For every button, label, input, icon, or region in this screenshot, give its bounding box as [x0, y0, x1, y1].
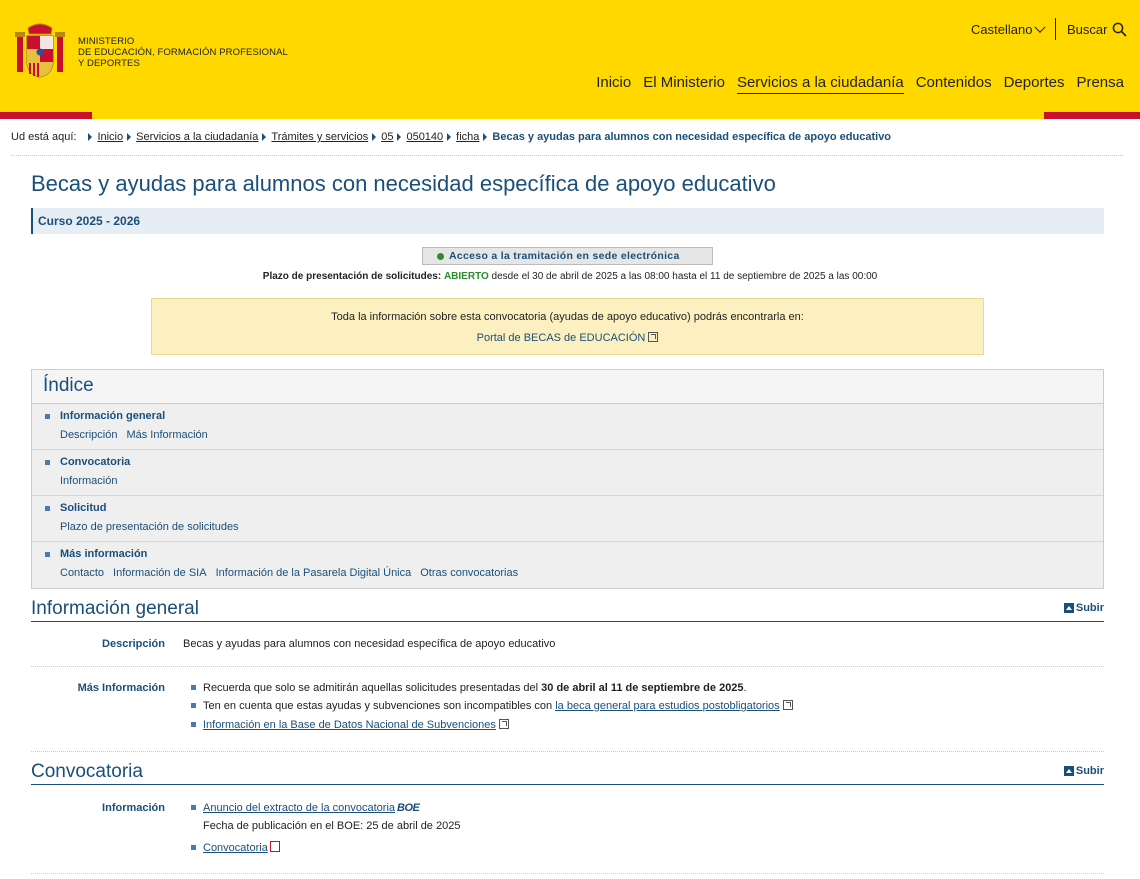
arrow-up-icon — [1064, 603, 1074, 613]
section-convocatoria-header — [31, 761, 1104, 785]
breadcrumb-arrow-icon — [262, 133, 266, 141]
anuncio-link[interactable]: Anuncio del extracto de la convocatoria — [203, 802, 396, 814]
boe-icon: BOE — [397, 802, 420, 814]
breadcrumb-arrow-icon — [447, 133, 451, 141]
pdf-icon — [270, 841, 280, 852]
breadcrumb: Ud está aquí: Inicio Servicios a la ciudadanía Trámites y servicios 05 050140 ficha Becas y ayudas para alumnos con necesidad específica de apoyo educativo — [11, 131, 892, 143]
convocatoria-link[interactable]: Convocatoria — [203, 842, 268, 854]
breadcrumb-link[interactable]: ficha — [456, 131, 480, 143]
list-item — [191, 802, 419, 814]
external-link-icon — [783, 700, 793, 710]
field-label: Más Información — [77, 682, 165, 694]
breadcrumb-arrow-icon — [88, 133, 92, 141]
index-link[interactable]: Información — [60, 475, 118, 487]
arrow-up-icon — [1064, 766, 1074, 776]
bdns-link[interactable]: Información en la Base de Datos Nacional de Subvenciones — [203, 719, 496, 731]
bullet-icon — [191, 845, 196, 850]
nav-el-ministerio[interactable]: El Ministerio — [643, 74, 725, 91]
index-heading[interactable]: Solicitud — [60, 502, 107, 514]
bullet-icon — [191, 805, 196, 810]
main-nav — [596, 74, 1124, 94]
status-dot-icon — [437, 253, 444, 260]
divider — [31, 751, 1104, 752]
list-item — [191, 841, 280, 854]
section-general-header — [31, 598, 1104, 622]
bullet-icon — [45, 506, 50, 511]
index-link[interactable]: Plazo de presentación de solicitudes — [60, 521, 239, 533]
index-section — [32, 404, 1103, 450]
breadcrumb-arrow-icon — [372, 133, 376, 141]
index-heading[interactable]: Convocatoria — [60, 456, 131, 468]
sede-electronica-button[interactable]: Acceso a la tramitación en sede electrónica — [422, 247, 713, 265]
breadcrumb-link[interactable]: 050140 — [406, 131, 444, 143]
ministry-name: MINISTERIO DE EDUCACIÓN, FORMACIÓN PROFESIONAL Y DEPORTES — [78, 35, 288, 69]
index-link[interactable]: Más Información — [126, 429, 208, 441]
breadcrumb-arrow-icon — [127, 133, 131, 141]
bullet-icon — [191, 722, 196, 727]
index-link[interactable]: Información de la Pasarela Digital Única — [215, 567, 412, 579]
section-title: Información general — [31, 598, 199, 619]
breadcrumb-link[interactable]: Inicio — [97, 131, 124, 143]
external-link-icon — [648, 332, 658, 342]
index-link[interactable]: Información de SIA — [113, 567, 207, 579]
nav-deportes[interactable]: Deportes — [1003, 74, 1065, 91]
course-banner: Curso 2025 - 2026 — [31, 208, 1104, 234]
bullet-icon — [45, 414, 50, 419]
language-selector[interactable]: Castellano — [971, 22, 1044, 37]
nav-servicios[interactable]: Servicios a la ciudadanía — [737, 74, 904, 94]
back-to-top-button[interactable]: Subir — [1064, 602, 1104, 614]
nav-inicio[interactable]: Inicio — [596, 74, 632, 91]
bullet-icon — [191, 685, 196, 690]
index-panel — [31, 369, 1104, 589]
field-value: Becas y ayudas para alumnos con necesidad específica de apoyo educativo — [183, 638, 556, 650]
breadcrumb-current: Becas y ayudas para alumnos con necesidad específica de apoyo educativo — [492, 131, 892, 143]
index-section — [32, 542, 1103, 588]
breadcrumb-link[interactable]: Trámites y servicios — [271, 131, 369, 143]
header-divider — [1055, 18, 1056, 40]
nav-prensa[interactable]: Prensa — [1076, 74, 1124, 91]
breadcrumb-arrow-icon — [397, 133, 401, 141]
index-heading[interactable]: Información general — [60, 410, 166, 422]
becas-portal-link[interactable]: Portal de BECAS de EDUCACIÓN — [476, 332, 646, 344]
field-label: Descripción — [102, 638, 165, 650]
bullet-icon — [45, 460, 50, 465]
divider — [31, 666, 1104, 667]
field-label: Información — [102, 802, 165, 814]
list-item: Ten en cuenta que estas ayudas y subvenciones son incompatibles con la beca general para estudios postobligatorios — [191, 700, 793, 712]
section-title: Convocatoria — [31, 761, 143, 782]
application-period: Plazo de presentación de solicitudes: ABIERTO desde el 30 de abril de 2025 a las 08:00 hasta el 11 de septiembre de 2025 a las 00:00 — [262, 271, 878, 282]
index-link[interactable]: Contacto — [60, 567, 105, 579]
divider — [31, 873, 1104, 874]
search-icon — [1112, 22, 1127, 37]
external-link-icon — [499, 719, 509, 729]
nav-contenidos[interactable]: Contenidos — [915, 74, 992, 91]
chevron-down-icon — [1035, 21, 1046, 32]
bullet-icon — [191, 703, 196, 708]
index-section — [32, 450, 1103, 496]
back-to-top-button[interactable]: Subir — [1064, 765, 1104, 777]
list-item — [191, 719, 509, 731]
index-link[interactable]: Descripción — [60, 429, 118, 441]
list-item: Recuerda que solo se admitirán aquellas solicitudes presentadas del 30 de abril al 11 de septiembre de 2025. — [191, 682, 747, 694]
breadcrumb-arrow-icon — [483, 133, 487, 141]
bullet-icon — [45, 552, 50, 557]
info-notice: Toda la información sobre esta convocatoria (ayudas de apoyo educativo) podrás encontrarla en: Portal de BECAS de EDUCACIÓN — [151, 298, 984, 355]
beca-general-link[interactable]: la beca general para estudios postobligatorios — [555, 700, 780, 712]
breadcrumb-link[interactable]: Servicios a la ciudadanía — [136, 131, 259, 143]
ministry-logo[interactable] — [14, 22, 288, 82]
page-title: Becas y ayudas para alumnos con necesidad específica de apoyo educativo — [31, 171, 776, 196]
status-badge: ABIERTO — [443, 271, 489, 282]
index-heading[interactable]: Más información — [60, 548, 148, 560]
index-section — [32, 496, 1103, 542]
index-title: Índice — [32, 370, 1103, 404]
divider — [11, 155, 1123, 156]
header-stripe-left — [0, 112, 92, 119]
coat-of-arms-icon — [14, 22, 66, 82]
search-button[interactable]: Buscar — [1067, 22, 1127, 37]
publication-date: Fecha de publicación en el BOE: 25 de abril de 2025 — [203, 820, 461, 832]
header-stripe-right — [1044, 112, 1140, 119]
index-link[interactable]: Otras convocatorias — [420, 567, 519, 579]
breadcrumb-link[interactable]: 05 — [381, 131, 394, 143]
